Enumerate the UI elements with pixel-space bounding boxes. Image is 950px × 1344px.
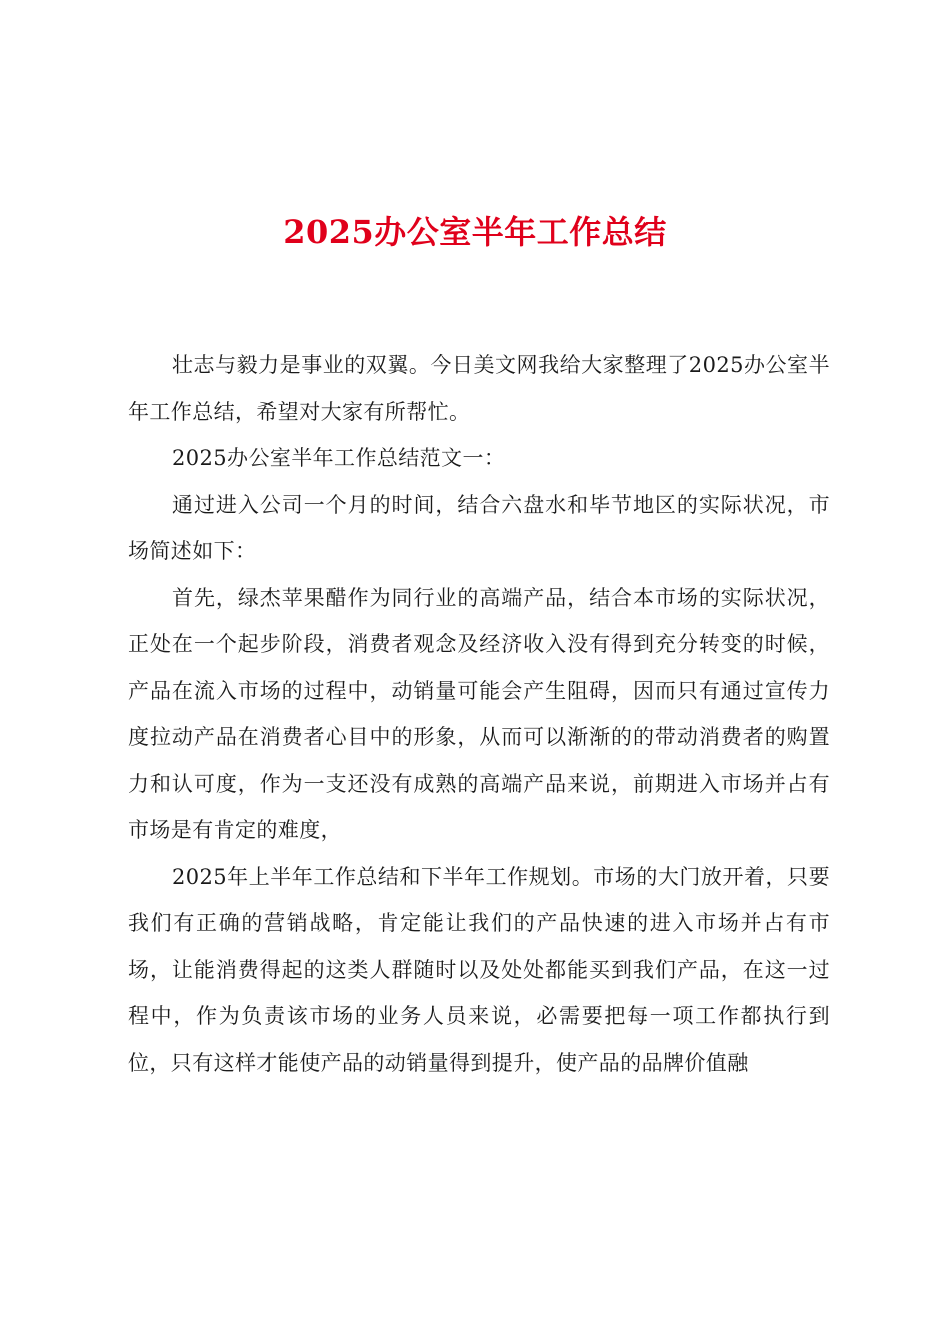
paragraph-work-plan: 2025年上半年工作总结和下半年工作规划。市场的大门放开着，只要我们有正确的营销战略，肯定能让我们的产品快速的进入市场并占有市场，让能消费得起的这类人群随时以及处处都能买到我们产品，在这一过程中，作为负责该市场的业务人员来说，必需要把每一项工作都执行到位，只有这样才能使产品的动销量得到提升，使产品的品牌价值融 [128, 864, 830, 1075]
paragraph-intro: 壮志与毅力是事业的双翼。今日美文网我给大家整理了2025办公室半年工作总结，希望对大家有所帮忙。 [128, 353, 830, 424]
paragraph-market-overview: 通过进入公司一个月的时间，结合六盘水和毕节地区的实际状况，市场简述如下： [128, 492, 830, 563]
document-body [128, 342, 830, 1086]
paragraph-sample-heading: 2025办公室半年工作总结范文一： [172, 446, 506, 470]
document-title: 2025办公室半年工作总结 [283, 213, 667, 251]
paragraph-first-point: 首先，绿杰苹果醋作为同行业的高端产品，结合本市场的实际状况，正处在一个起步阶段，消费者观念及经济收入没有得到充分转变的时候，产品在流入市场的过程中，动销量可能会产生阻碍，因而只有通过宣传力度拉动产品在消费者心目中的形象，从而可以渐渐的的带动消费者的购置力和认可度，作为一支还没有成熟的高端产品来说，前期进入市场并占有市场是有肯定的难度， [128, 585, 830, 842]
